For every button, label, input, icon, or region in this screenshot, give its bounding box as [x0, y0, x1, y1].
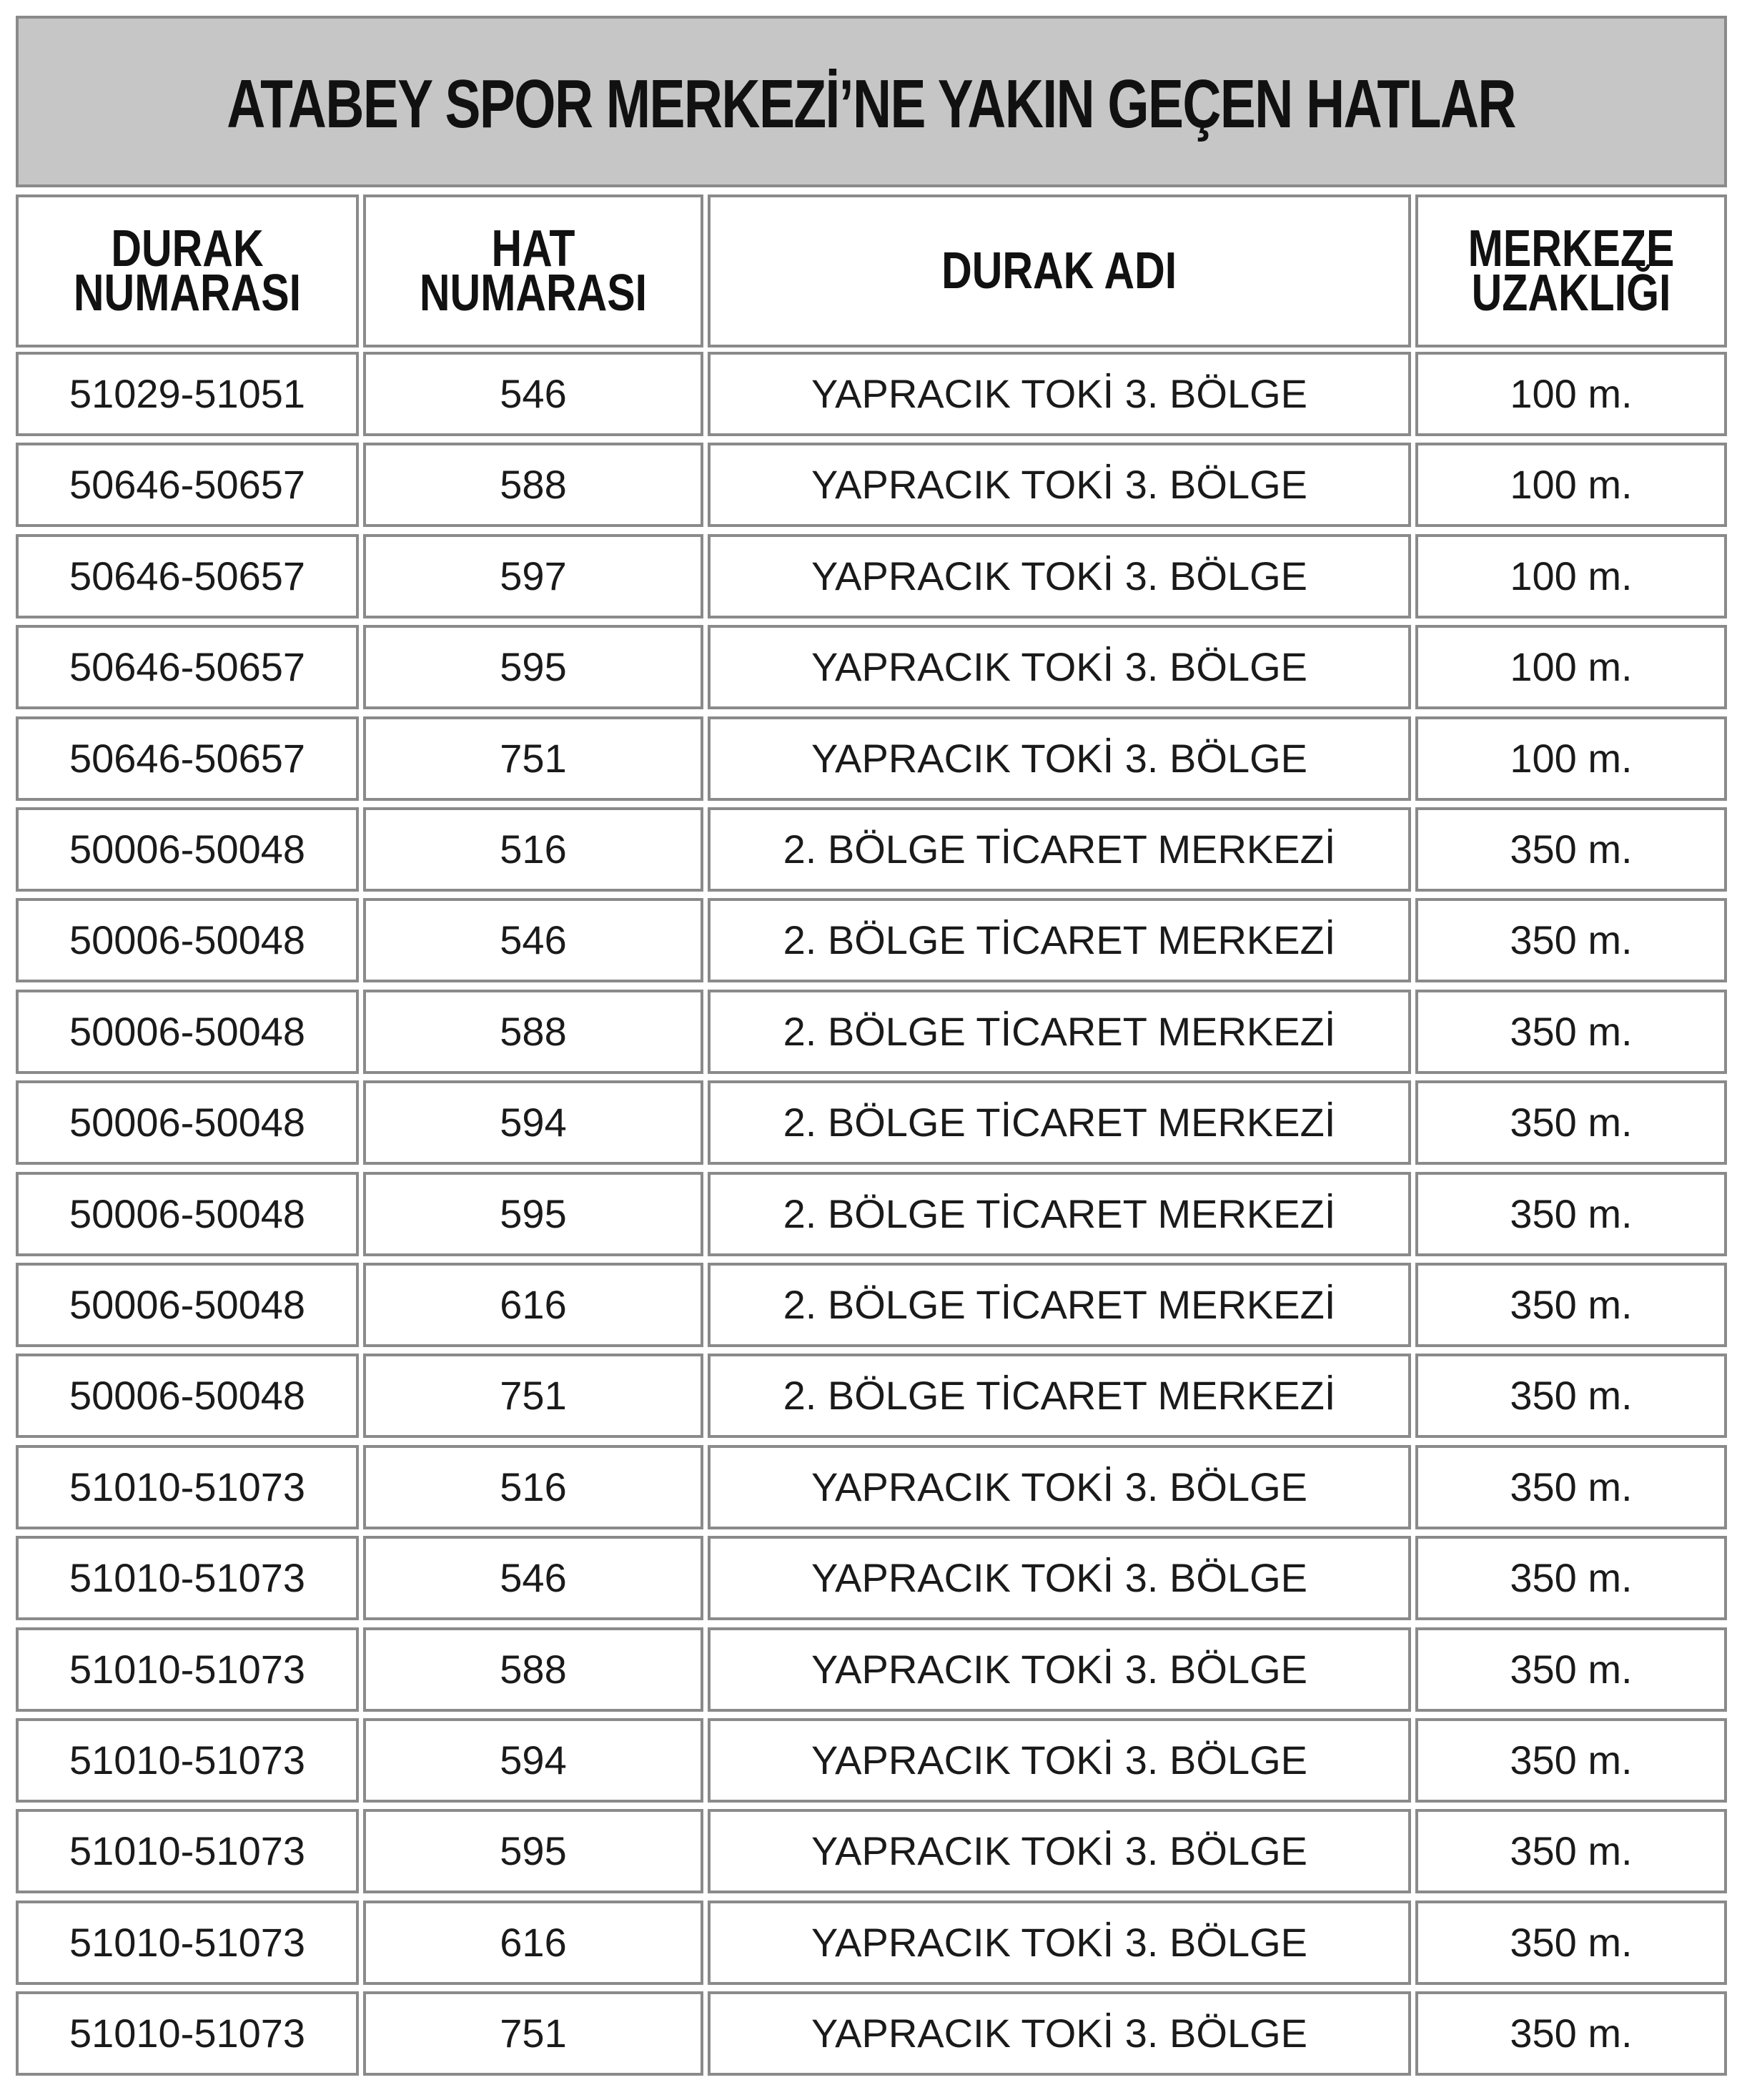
cell-value: YAPRACIK TOKİ 3. BÖLGE	[811, 2011, 1308, 2056]
cell-value: YAPRACIK TOKİ 3. BÖLGE	[811, 1828, 1308, 1873]
cell-value: 350 m.	[1510, 917, 1633, 962]
cell-value: 595	[500, 1191, 567, 1236]
cell-value: 594	[500, 1100, 567, 1145]
cell-value: 100 m.	[1510, 371, 1633, 416]
cell-value: 516	[500, 1464, 567, 1509]
cell-value: 546	[500, 1555, 567, 1600]
table-cell-line-number	[363, 443, 703, 527]
table-cell-line-number	[363, 1627, 703, 1712]
cell-value: 2. BÖLGE TİCARET MERKEZİ	[783, 1009, 1336, 1054]
table-cell-stop-name	[708, 1263, 1411, 1347]
table-cell-distance	[1415, 625, 1727, 709]
table-cell-stop-name	[708, 1354, 1411, 1438]
cell-value: YAPRACIK TOKİ 3. BÖLGE	[811, 736, 1308, 781]
table-cell-stop-number	[16, 1263, 359, 1347]
table-cell-stop-name	[708, 352, 1411, 436]
cell-value: 2. BÖLGE TİCARET MERKEZİ	[783, 1282, 1336, 1327]
table-cell-stop-number	[16, 534, 359, 618]
table-cell-distance	[1415, 1172, 1727, 1256]
table-cell-line-number	[363, 716, 703, 801]
table-cell-distance	[1415, 1445, 1727, 1529]
cell-value: 2. BÖLGE TİCARET MERKEZİ	[783, 917, 1336, 962]
table-cell-distance	[1415, 898, 1727, 982]
cell-value: 100 m.	[1510, 462, 1633, 507]
table-cell-distance	[1415, 807, 1727, 892]
cell-value: 50006-50048	[69, 1373, 306, 1418]
table-cell-distance	[1415, 534, 1727, 618]
table-cell-distance	[1415, 1991, 1727, 2076]
cell-value: 51010-51073	[69, 1555, 306, 1600]
table-cell-line-number	[363, 1354, 703, 1438]
cell-value: 50646-50657	[69, 644, 306, 689]
table-cell-line-number	[363, 990, 703, 1074]
table-cell-line-number	[363, 1445, 703, 1529]
cell-value: 2. BÖLGE TİCARET MERKEZİ	[783, 1100, 1336, 1145]
cell-value: 2. BÖLGE TİCARET MERKEZİ	[783, 1191, 1336, 1236]
table-cell-stop-name	[708, 1991, 1411, 2076]
cell-value: 595	[500, 644, 567, 689]
table-cell-stop-name	[708, 1536, 1411, 1620]
cell-value: 50006-50048	[69, 1282, 306, 1327]
table-cell-stop-name	[708, 1901, 1411, 1985]
cell-value: 588	[500, 1009, 567, 1054]
cell-value: 50646-50657	[69, 736, 306, 781]
cell-value: 50646-50657	[69, 462, 306, 507]
cell-value: 350 m.	[1510, 1373, 1633, 1418]
table-cell-distance	[1415, 1354, 1727, 1438]
cell-value: 51010-51073	[69, 1920, 306, 1965]
table-cell-stop-name	[708, 1445, 1411, 1529]
table-cell-distance	[1415, 1901, 1727, 1985]
cell-value: 751	[500, 1373, 567, 1418]
cell-value: 50006-50048	[69, 1100, 306, 1145]
table-cell-stop-name	[708, 716, 1411, 801]
cell-value: 51010-51073	[69, 1647, 306, 1692]
cell-value: 588	[500, 462, 567, 507]
table-cell-stop-name	[708, 807, 1411, 892]
cell-value: 51029-51051	[69, 371, 306, 416]
column-header-label: DURAK NUMARASI	[73, 220, 302, 322]
cell-value: 100 m.	[1510, 553, 1633, 598]
cell-value: 51010-51073	[69, 1464, 306, 1509]
table-cell-stop-number	[16, 1172, 359, 1256]
cell-value: YAPRACIK TOKİ 3. BÖLGE	[811, 1555, 1308, 1600]
cell-value: 350 m.	[1510, 827, 1633, 872]
cell-value: 350 m.	[1510, 1464, 1633, 1509]
cell-value: 350 m.	[1510, 1647, 1633, 1692]
cell-value: 751	[500, 736, 567, 781]
table-cell-distance	[1415, 1536, 1727, 1620]
table-cell-line-number	[363, 1172, 703, 1256]
cell-value: 350 m.	[1510, 1100, 1633, 1145]
cell-value: 616	[500, 1920, 567, 1965]
cell-value: 595	[500, 1828, 567, 1873]
table-cell-stop-number	[16, 1080, 359, 1165]
cell-value: 616	[500, 1282, 567, 1327]
table-cell-distance	[1415, 1263, 1727, 1347]
table-cell-stop-number	[16, 716, 359, 801]
column-header-label: DURAK ADI	[941, 242, 1177, 300]
table-cell-stop-name	[708, 1718, 1411, 1803]
cell-value: 350 m.	[1510, 2011, 1633, 2056]
table-cell-line-number	[363, 1536, 703, 1620]
cell-value: 50006-50048	[69, 917, 306, 962]
cell-value: 50006-50048	[69, 1191, 306, 1236]
cell-value: YAPRACIK TOKİ 3. BÖLGE	[811, 1920, 1308, 1965]
table-cell-stop-number	[16, 1536, 359, 1620]
table-cell-stop-number	[16, 990, 359, 1074]
column-header-stop-number	[16, 194, 359, 347]
cell-value: 350 m.	[1510, 1282, 1633, 1327]
table-cell-line-number	[363, 534, 703, 618]
cell-value: 51010-51073	[69, 1737, 306, 1783]
table-cell-line-number	[363, 898, 703, 982]
table-title-bar	[16, 16, 1727, 187]
cell-value: 2. BÖLGE TİCARET MERKEZİ	[783, 1373, 1336, 1418]
table-cell-line-number	[363, 352, 703, 436]
table-cell-distance	[1415, 352, 1727, 436]
table-cell-stop-name	[708, 990, 1411, 1074]
cell-value: 51010-51073	[69, 2011, 306, 2056]
table-cell-distance	[1415, 1080, 1727, 1165]
table-cell-stop-number	[16, 898, 359, 982]
cell-value: 594	[500, 1737, 567, 1783]
table-cell-distance	[1415, 1627, 1727, 1712]
cell-value: YAPRACIK TOKİ 3. BÖLGE	[811, 371, 1308, 416]
cell-value: 50006-50048	[69, 827, 306, 872]
table-title: ATABEY SPOR MERKEZİ’NE YAKIN GEÇEN HATLAR	[227, 66, 1516, 142]
cell-value: 50006-50048	[69, 1009, 306, 1054]
table-cell-distance	[1415, 1718, 1727, 1803]
table-cell-line-number	[363, 1991, 703, 2076]
cell-value: 350 m.	[1510, 1828, 1633, 1873]
table-cell-stop-number	[16, 1718, 359, 1803]
cell-value: 100 m.	[1510, 736, 1633, 781]
table-cell-stop-name	[708, 625, 1411, 709]
cell-value: 350 m.	[1510, 1737, 1633, 1783]
table-cell-stop-name	[708, 1080, 1411, 1165]
cell-value: 546	[500, 917, 567, 962]
cell-value: YAPRACIK TOKİ 3. BÖLGE	[811, 462, 1308, 507]
cell-value: 751	[500, 2011, 567, 2056]
column-header-label: MERKEZE UZAKLIĞI	[1468, 220, 1675, 322]
table-cell-stop-number	[16, 1445, 359, 1529]
column-header-label: HAT NUMARASI	[419, 220, 648, 322]
cell-value: 516	[500, 827, 567, 872]
table-cell-stop-number	[16, 1627, 359, 1712]
column-header-stop-name	[708, 194, 1411, 347]
cell-value: YAPRACIK TOKİ 3. BÖLGE	[811, 1464, 1308, 1509]
table-cell-line-number	[363, 1901, 703, 1985]
table-cell-stop-name	[708, 1627, 1411, 1712]
cell-value: YAPRACIK TOKİ 3. BÖLGE	[811, 1647, 1308, 1692]
table-cell-stop-number	[16, 625, 359, 709]
cell-value: 546	[500, 371, 567, 416]
cell-value: 588	[500, 1647, 567, 1692]
table-cell-stop-name	[708, 1809, 1411, 1893]
cell-value: 2. BÖLGE TİCARET MERKEZİ	[783, 827, 1336, 872]
cell-value: 350 m.	[1510, 1920, 1633, 1965]
cell-value: YAPRACIK TOKİ 3. BÖLGE	[811, 553, 1308, 598]
table-cell-distance	[1415, 990, 1727, 1074]
table-cell-distance	[1415, 1809, 1727, 1893]
cell-value: 350 m.	[1510, 1191, 1633, 1236]
table-cell-stop-number	[16, 1901, 359, 1985]
table-cell-stop-number	[16, 443, 359, 527]
table-cell-stop-name	[708, 443, 1411, 527]
column-header-line-number	[363, 194, 703, 347]
table-cell-line-number	[363, 807, 703, 892]
cell-value: YAPRACIK TOKİ 3. BÖLGE	[811, 644, 1308, 689]
cell-value: 51010-51073	[69, 1828, 306, 1873]
table-cell-stop-number	[16, 1991, 359, 2076]
table-cell-stop-number	[16, 1809, 359, 1893]
cell-value: 350 m.	[1510, 1555, 1633, 1600]
table-cell-stop-name	[708, 1172, 1411, 1256]
table-cell-line-number	[363, 625, 703, 709]
table-cell-line-number	[363, 1809, 703, 1893]
table-cell-line-number	[363, 1080, 703, 1165]
table-cell-stop-number	[16, 1354, 359, 1438]
cell-value: YAPRACIK TOKİ 3. BÖLGE	[811, 1737, 1308, 1783]
table-cell-stop-number	[16, 807, 359, 892]
cell-value: 50646-50657	[69, 553, 306, 598]
cell-value: 350 m.	[1510, 1009, 1633, 1054]
table-cell-distance	[1415, 443, 1727, 527]
table-cell-stop-name	[708, 534, 1411, 618]
column-header-distance	[1415, 194, 1727, 347]
cell-value: 597	[500, 553, 567, 598]
table-cell-stop-name	[708, 898, 1411, 982]
cell-value: 100 m.	[1510, 644, 1633, 689]
table-cell-line-number	[363, 1263, 703, 1347]
table-cell-stop-number	[16, 352, 359, 436]
table-cell-distance	[1415, 716, 1727, 801]
table-cell-line-number	[363, 1718, 703, 1803]
